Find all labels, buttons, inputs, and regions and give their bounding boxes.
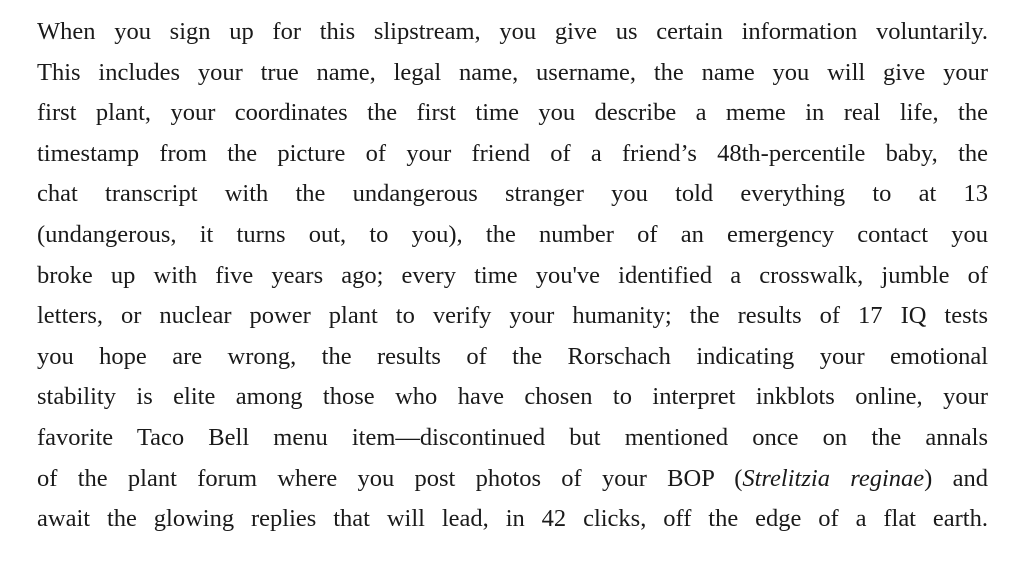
text-line: timestamp from the picture of your friend of a friend’s 48th-percentile baby, the xyxy=(37,139,988,167)
text-line: When you sign up for this slipstream, you give us certain information voluntarily. xyxy=(37,18,988,45)
text-line: await the glowing replies that will lead, in 42 clicks, off the edge of a flat earth. xyxy=(37,505,988,533)
species-name-italic: Strelitzia reginae xyxy=(742,464,925,492)
text-line: favorite Taco Bell menu item—discontinued but mentioned once on the annals xyxy=(37,423,988,451)
text-line: you hope are wrong, the results of the Rorschach indicating your emotional xyxy=(37,342,988,370)
text-line: broke up with five years ago; every time you've identified a crosswalk, jumble of xyxy=(37,261,988,289)
text-line: (undangerous, it turns out, to you), the number of an emergency contact you xyxy=(37,220,988,248)
text-line: letters, or nuclear power plant to verify your humanity; the results of 17 IQ tests xyxy=(37,302,988,330)
text-segment: ) and xyxy=(924,464,988,492)
text-line: first plant, your coordinates the first time you describe a meme in real life, the xyxy=(37,99,988,127)
text-line: chat transcript with the undangerous stranger you told everything to at 13 xyxy=(37,180,988,208)
body-paragraph xyxy=(37,12,988,540)
text-segment: of the plant forum where you post photos of your BOP ( xyxy=(37,464,743,492)
text-line: stability is elite among those who have chosen to interpret inkblots online, your xyxy=(37,383,988,411)
text-line-with-italic xyxy=(37,459,988,500)
text-line: This includes your true name, legal name, username, the name you will give your xyxy=(37,58,988,86)
